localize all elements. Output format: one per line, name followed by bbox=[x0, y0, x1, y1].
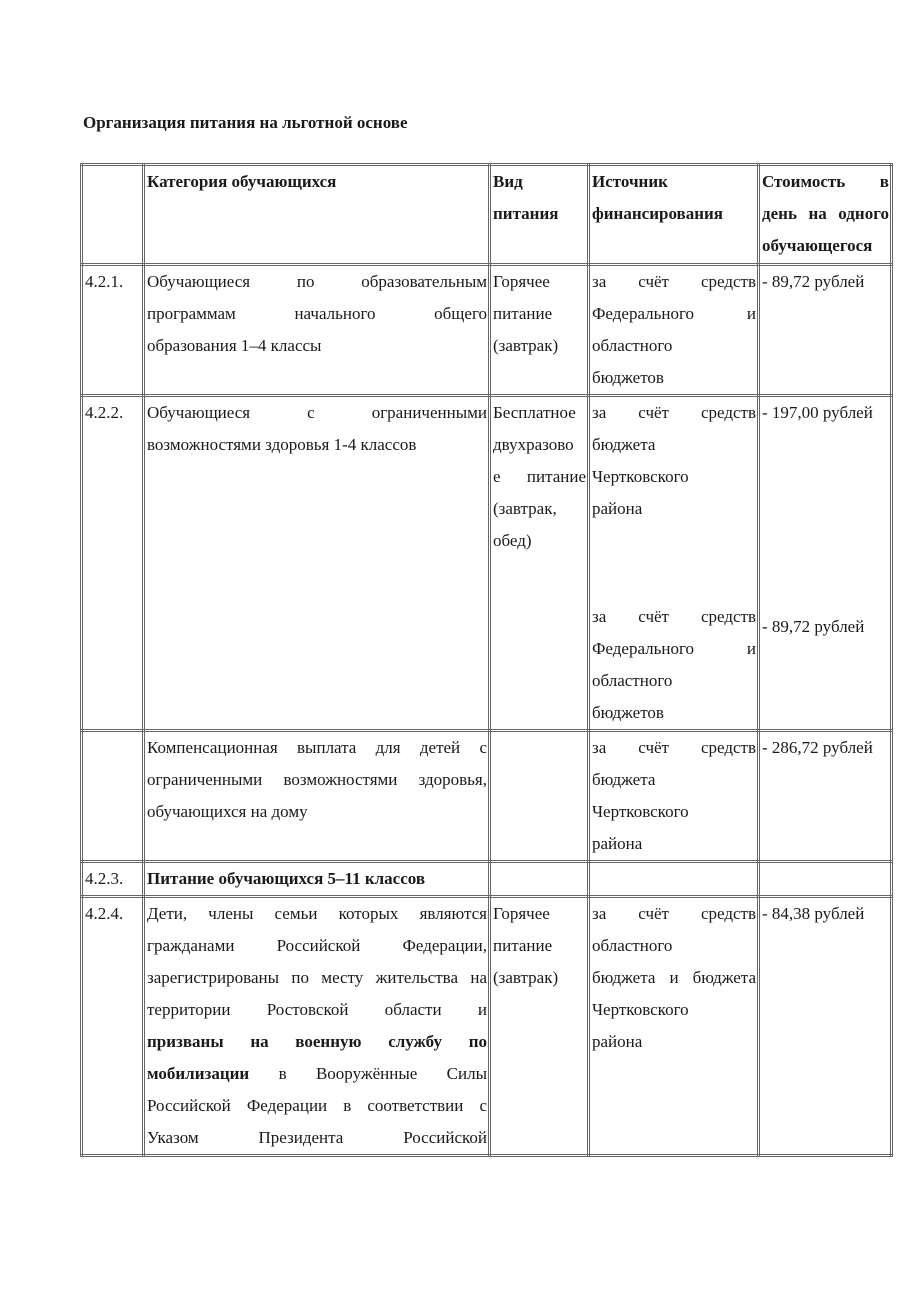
row-category: Питание обучающихся 5–11 классов bbox=[144, 862, 490, 897]
source-line: Федерального и bbox=[592, 639, 756, 658]
row-num: 4.2.2. bbox=[82, 396, 144, 731]
header-cost-line: день на одного bbox=[762, 204, 889, 223]
cost-value: - 197,00 рублей bbox=[762, 403, 873, 422]
header-type-line: питания bbox=[493, 204, 559, 223]
category-line: Указом Президента Российской bbox=[147, 1128, 487, 1147]
category-line: возможностями здоровья 1-4 классов bbox=[147, 435, 417, 454]
type-line: двухразово bbox=[493, 435, 574, 454]
header-cost-line: Стоимость в bbox=[762, 172, 889, 191]
category-line: Российской Федерации в соответствии с bbox=[147, 1096, 487, 1115]
page-title: Организация питания на льготной основе bbox=[83, 113, 408, 132]
row-source bbox=[589, 265, 759, 396]
type-line: е питание bbox=[493, 467, 586, 486]
source-line: областного bbox=[592, 671, 673, 690]
type-line: (завтрак, bbox=[493, 499, 557, 518]
type-line: (завтрак) bbox=[493, 336, 559, 355]
row-num bbox=[82, 731, 144, 862]
category-bold-fragment: мобилизации bbox=[147, 1064, 250, 1083]
type-line: (завтрак) bbox=[493, 968, 559, 987]
row-cost: - 84,38 рублей bbox=[759, 897, 892, 1156]
source-line: бюджета bbox=[592, 770, 656, 789]
table-row bbox=[82, 731, 892, 862]
header-cost-line: обучающегося bbox=[762, 236, 873, 255]
source-line: за счёт средств bbox=[592, 904, 756, 923]
category-line: Обучающиеся с ограниченными bbox=[147, 403, 487, 422]
row-cost: - 286,72 рублей bbox=[759, 731, 892, 862]
category-line: Дети, члены семьи которых являются bbox=[147, 904, 487, 923]
cost-value: - 89,72 рублей bbox=[762, 617, 865, 636]
source-line: района bbox=[592, 834, 643, 853]
row-cost: - 89,72 рублей bbox=[759, 265, 892, 396]
header-source-line: финансирования bbox=[592, 204, 723, 223]
type-line: питание bbox=[493, 936, 553, 955]
header-cost bbox=[759, 165, 892, 265]
header-source bbox=[589, 165, 759, 265]
source-line: района bbox=[592, 1032, 643, 1051]
row-source bbox=[589, 862, 759, 897]
table-row bbox=[82, 897, 892, 1156]
header-source-line: Источник bbox=[592, 172, 668, 191]
table-header-row bbox=[82, 165, 892, 265]
category-line: образования 1–4 классы bbox=[147, 336, 322, 355]
row-source bbox=[589, 396, 759, 731]
header-num bbox=[82, 165, 144, 265]
source-line: Чертковского bbox=[592, 467, 689, 486]
row-type bbox=[490, 265, 589, 396]
row-source bbox=[589, 897, 759, 1156]
source-spacer bbox=[592, 525, 756, 601]
row-cost bbox=[759, 862, 892, 897]
header-type bbox=[490, 165, 589, 265]
category-line: ограниченными возможностями здоровья, bbox=[147, 770, 487, 789]
table-row bbox=[82, 265, 892, 396]
row-cost bbox=[759, 396, 892, 731]
type-line: обед) bbox=[493, 531, 532, 550]
type-line: питание bbox=[493, 304, 553, 323]
category-line: зарегистрированы по месту жительства на bbox=[147, 968, 487, 987]
source-line: Чертковского bbox=[592, 1000, 689, 1019]
category-line: призваны на военную службу по bbox=[147, 1032, 487, 1051]
source-line: областного bbox=[592, 336, 673, 355]
row-num: 4.2.1. bbox=[82, 265, 144, 396]
row-category bbox=[144, 396, 490, 731]
category-line-mixed bbox=[147, 1058, 487, 1090]
source-line: за счёт средств bbox=[592, 738, 756, 757]
source-line: бюджета bbox=[592, 435, 656, 454]
category-line: обучающихся на дому bbox=[147, 802, 308, 821]
source-line: за счёт средств bbox=[592, 607, 756, 626]
source-line: Федерального и bbox=[592, 304, 756, 323]
category-line: Обучающиеся по образовательным bbox=[147, 272, 487, 291]
row-type bbox=[490, 396, 589, 731]
row-num: 4.2.4. bbox=[82, 897, 144, 1156]
source-line: Чертковского bbox=[592, 802, 689, 821]
row-category bbox=[144, 265, 490, 396]
row-category bbox=[144, 897, 490, 1156]
table-row bbox=[82, 396, 892, 731]
source-line: бюджета и бюджета bbox=[592, 968, 756, 987]
source-line: бюджетов bbox=[592, 368, 664, 387]
source-line: района bbox=[592, 499, 643, 518]
benefits-table bbox=[80, 163, 893, 1157]
source-line: за счёт средств bbox=[592, 403, 756, 422]
header-category: Категория обучающихся bbox=[144, 165, 490, 265]
row-type bbox=[490, 897, 589, 1156]
source-line: областного bbox=[592, 936, 673, 955]
category-line: территории Ростовской области и bbox=[147, 1000, 487, 1019]
row-num: 4.2.3. bbox=[82, 862, 144, 897]
category-line: Компенсационная выплата для детей с bbox=[147, 738, 487, 757]
row-category bbox=[144, 731, 490, 862]
header-type-line: Вид bbox=[493, 172, 523, 191]
type-line: Горячее bbox=[493, 272, 550, 291]
table-row bbox=[82, 862, 892, 897]
source-line: за счёт средств bbox=[592, 272, 756, 291]
row-type bbox=[490, 731, 589, 862]
cost-spacer bbox=[762, 429, 889, 611]
row-type bbox=[490, 862, 589, 897]
category-line: гражданами Российской Федерации, bbox=[147, 936, 487, 955]
row-source bbox=[589, 731, 759, 862]
category-line: программам начального общего bbox=[147, 304, 487, 323]
source-line: бюджетов bbox=[592, 703, 664, 722]
type-line: Горячее bbox=[493, 904, 550, 923]
category-fragment: в Вооружённые Силы bbox=[278, 1064, 487, 1083]
type-line: Бесплатное bbox=[493, 403, 576, 422]
